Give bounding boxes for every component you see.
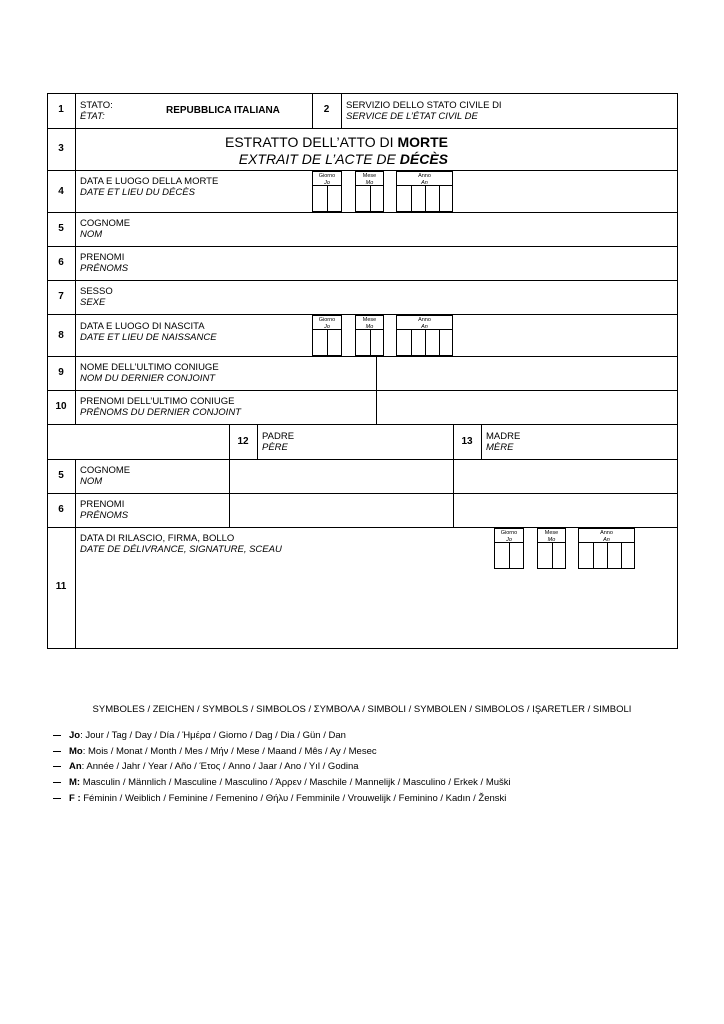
first-names-label: PRENOMI PRÉNOMS [80,252,129,274]
row-divider [47,424,678,425]
number-column-divider [75,459,76,649]
parents-first-names-label: PRENOMI PRÉNOMS [80,499,129,521]
row-number: 6 [58,504,64,515]
issue-month-box[interactable]: Mese Mo [537,528,566,569]
cell-divider [376,356,377,424]
symbols-heading: SYMBOLES / ZEICHEN / SYMBOLS / SIMBOLOS / ΣΥΜΒΟΛΑ / SIMBOLI / SYMBOLEN / SIMBOLOS / IŞARETLER / SIMBOLI [92,704,632,715]
cell-divider [257,424,258,459]
row-number: 8 [58,330,64,341]
civil-registry-service-label: SERVIZIO DELLO STATO CIVILE DI SERVICE DE L’ÉTAT CIVIL DE [346,100,502,122]
birth-day-box[interactable]: Giorno Jo [312,315,342,356]
row-divider [47,246,678,247]
issue-date-signature-seal-label: DATA DI RILASCIO, FIRMA, BOLLO DATE DE DÉLIVRANCE, SIGNATURE, SCEAU [80,533,282,555]
death-month-box[interactable]: Mese Mo [355,171,384,212]
parents-surname-label: COGNOME NOM [80,465,131,487]
last-spouse-first-names-label: PRENOMI DELL’ULTIMO CONIUGE PRÉNOMS DU DERNIER CONJOINT [80,396,241,418]
document-title: ESTRATTO DELL’ATTO DI MORTE [224,134,448,150]
row-number: 2 [323,104,330,115]
death-year-box[interactable]: Anno An [396,171,453,212]
row-divider [47,390,678,391]
state-label: STATO: ÉTAT: [80,100,113,122]
row-number: 3 [58,143,64,154]
cell-divider [481,424,482,459]
row-divider [47,493,678,494]
sex-label: SESSO SEXE [80,286,113,308]
mother-label: MADRE MÈRE [486,431,521,453]
row-number: 11 [55,581,67,592]
row-number: 7 [58,291,64,302]
row-number: 1 [58,104,64,115]
list-bullet [53,751,61,752]
row-number: 5 [58,223,64,234]
document-title-fr: EXTRAIT DE L’ACTE DE DÉCÈS [238,151,448,167]
issue-day-box[interactable]: Giorno Jo [494,528,524,569]
list-bullet [53,798,61,799]
death-date-place-label: DATA E LUOGO DELLA MORTE DATE ET LIEU DU DÉCÈS [80,176,219,198]
list-bullet [53,782,61,783]
row-number: 12 [237,436,249,447]
row-number: 4 [58,186,64,197]
list-bullet [53,735,61,736]
row-number: 5 [58,470,64,481]
list-item: Jo: Jour / Tag / Day / Día / Ἡμέρα / Giorno / Dag / Dia / Gün / Dan [69,730,346,741]
birth-month-box[interactable]: Mese Mo [355,315,384,356]
row-divider [47,280,678,281]
issue-year-box[interactable]: Anno An [578,528,635,569]
state-value: REPUBBLICA ITALIANA [166,105,280,116]
row-number: 6 [58,257,64,268]
list-item: An: Année / Jahr / Year / Año / Έτος / Anno / Jaar / Ano / Yıl / Godina [69,761,359,772]
row-divider [47,459,678,460]
last-spouse-name-label: NOME DELL’ULTIMO CONIUGE NOM DU DERNIER CONJOINT [80,362,219,384]
birth-year-box[interactable]: Anno An [396,315,453,356]
row-number: 13 [461,436,473,447]
birth-date-place-label: DATA E LUOGO DI NASCITA DATE ET LIEU DE NAISSANCE [80,321,217,343]
list-item: M: Masculin / Männlich / Masculine / Masculino / Άρρεν / Maschile / Mannelijk / Masculino / Erkek / Muški [69,777,511,788]
list-item: F : Féminin / Weiblich / Feminine / Femenino / Θήλυ / Femminile / Vrouwelijk / Feminino / Kadın / Ženski [69,793,507,804]
row-divider [47,212,678,213]
row-divider [47,128,678,129]
surname-label: COGNOME NOM [80,218,131,240]
cell-divider [341,93,342,128]
number-column-divider [75,93,76,425]
row-number: 10 [55,401,67,412]
father-label: PADRE PÈRE [262,431,295,453]
row-number: 9 [58,367,64,378]
row-divider [47,356,678,357]
death-day-box[interactable]: Giorno Jo [312,171,342,212]
list-item: Mo: Mois / Monat / Month / Mes / Μήν / Mese / Maand / Mês / Ay / Mesec [69,746,377,757]
list-bullet [53,766,61,767]
